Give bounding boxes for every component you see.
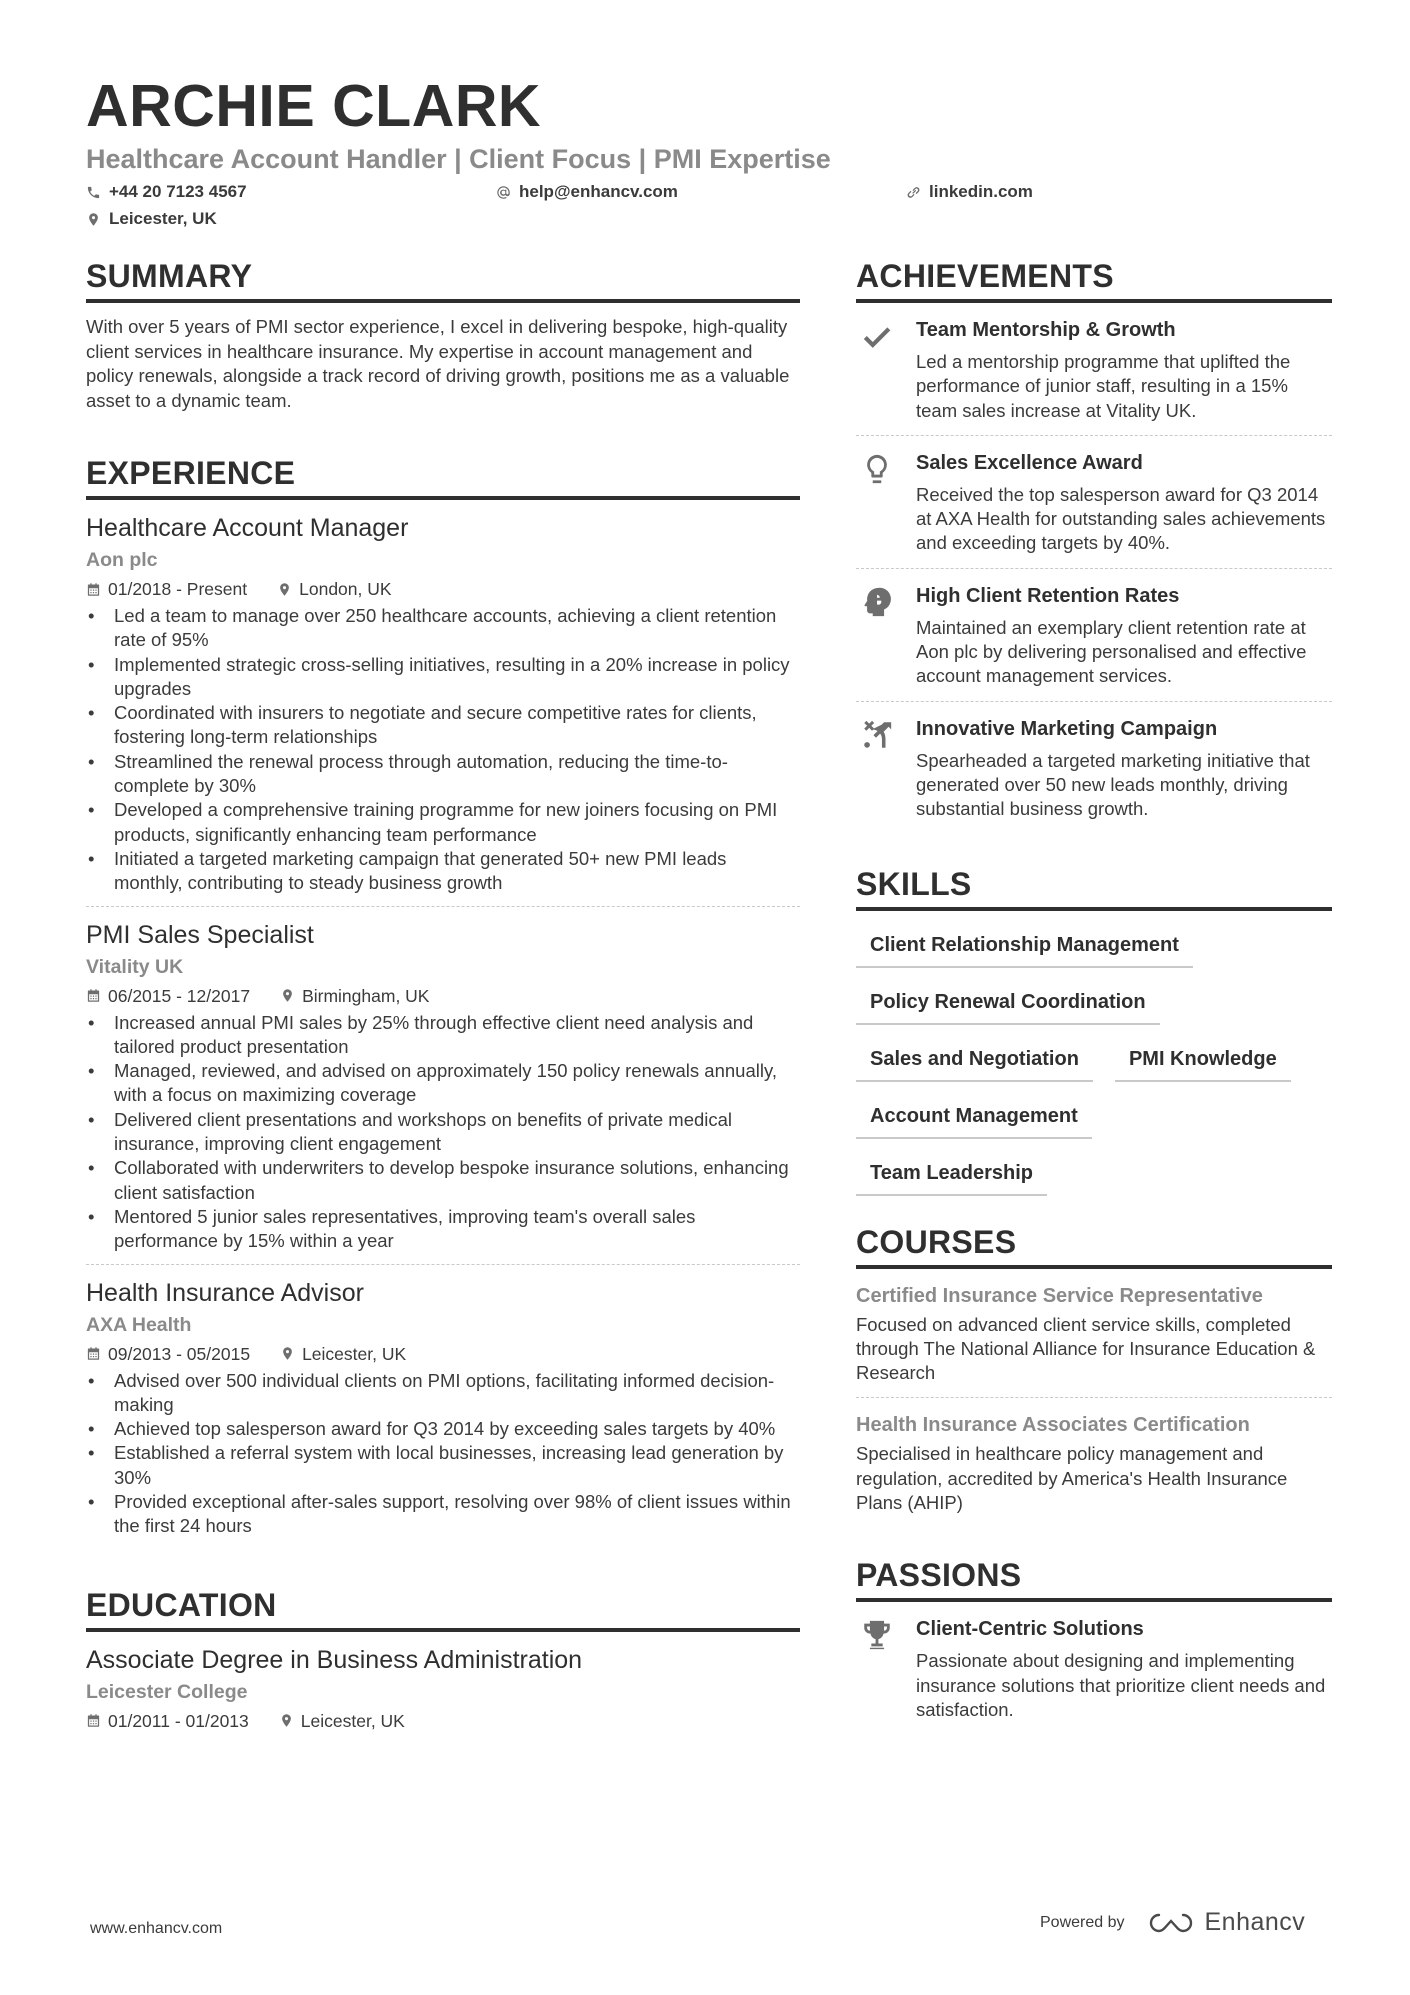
course-desc: Focused on advanced client service skills, completed through The National Alliance for Insurance Education & Research (856, 1313, 1316, 1384)
job-title: Healthcare Account Manager (86, 514, 409, 542)
bullet-item: • Led a team to manage over 250 healthcare accounts, achieving a client retention rate of 95% (86, 604, 800, 653)
skill-tag: Policy Renewal Coordination (856, 982, 1160, 1025)
education-meta (86, 1708, 800, 1734)
skill-tag: Team Leadership (856, 1153, 1047, 1196)
passion-body (916, 1616, 1332, 1722)
section-title-courses: COURSES (856, 1222, 1332, 1269)
contact-phone[interactable] (86, 179, 247, 205)
section-title-experience: EXPERIENCE (86, 453, 800, 500)
bullet-item: • Increased annual PMI sales by 25% through effective client need analysis and tailored product presentation (86, 1011, 800, 1060)
calendar-icon (86, 988, 101, 1003)
section-title-skills: SKILLS (856, 864, 1332, 911)
job-location (280, 1341, 406, 1367)
experience-section (86, 453, 800, 1549)
job-dates (86, 1341, 250, 1367)
education-location (279, 1708, 405, 1734)
right-column (856, 256, 1332, 1734)
passion-title: Client-Centric Solutions (916, 1618, 1144, 1641)
footer-website[interactable]: www.enhancv.com (90, 1920, 223, 1937)
bullet-item: • Delivered client presentations and workshops on benefits of private medical insurance, improving client engagement (86, 1108, 800, 1157)
achievement-item (856, 303, 1332, 436)
footer-branding (1040, 1908, 1305, 1937)
achievement-title: Sales Excellence Award (916, 451, 1143, 474)
achievement-desc: Spearheaded a targeted marketing initiative that generated over 50 new leads monthly, driving substantial business growth. (916, 749, 1310, 820)
section-title-passions: PASSIONS (856, 1555, 1332, 1602)
skill-tag: Client Relationship Management (856, 925, 1193, 968)
achievement-body (916, 716, 1332, 822)
job-location-text: Leicester, UK (302, 1343, 407, 1364)
job-location-text: Birmingham, UK (302, 985, 430, 1006)
bullet-item: • Implemented strategic cross-selling initiatives, resulting in a 20% increase in policy upgrades (86, 653, 800, 702)
job-location (280, 983, 429, 1009)
job-entry (86, 1265, 800, 1549)
job-meta (86, 576, 800, 602)
contact-email[interactable] (496, 179, 678, 205)
phone-number: +44 20 7123 4567 (109, 182, 247, 201)
achievement-body (916, 450, 1332, 556)
left-column (86, 256, 800, 1744)
job-dates-text: 01/2018 - Present (108, 579, 248, 599)
job-title: PMI Sales Specialist (86, 920, 314, 949)
bullet-item: • Achieved top salesperson award for Q3 2014 by exceeding sales targets by 40% (86, 1417, 800, 1441)
course-item (856, 1269, 1332, 1399)
location-pin-icon (280, 988, 295, 1003)
email-address: help@enhancv.com (519, 182, 678, 201)
company-name: Aon plc (86, 549, 158, 571)
achievement-icon-wrap (856, 450, 916, 556)
job-dates (86, 983, 250, 1009)
contact-linkedin[interactable] (906, 179, 1033, 205)
brand-name: Enhancv (1204, 1908, 1306, 1936)
achievement-item (856, 436, 1332, 569)
bullet-item: • Provided exceptional after-sales support, resolving over 98% of client issues within the first 24 hours (86, 1490, 800, 1539)
enhancv-logo[interactable] (1147, 1908, 1306, 1937)
bullet-item: • Mentored 5 junior sales representatives, improving team's overall sales performance by 15% within a year (86, 1205, 800, 1254)
job-bullets (86, 1011, 800, 1254)
school-name: Leicester College (86, 1680, 248, 1703)
passions-section (856, 1555, 1332, 1734)
achievement-body (916, 583, 1332, 689)
job-meta (86, 1341, 800, 1367)
location-pin-icon (86, 212, 101, 227)
education-dates (86, 1708, 249, 1734)
job-location-text: London, UK (299, 579, 392, 599)
checkmark-icon (860, 319, 894, 353)
skill-tag: Account Management (856, 1096, 1092, 1139)
skills-section (856, 864, 1332, 1210)
achievement-desc: Led a mentorship programme that uplifted the performance of junior staff, resulting in a 15% team sales increase at Vitality UK. (916, 351, 1291, 421)
achievement-icon-wrap (856, 716, 916, 822)
education-dates-text: 01/2011 - 01/2013 (108, 1710, 249, 1731)
skills-list (856, 925, 1332, 1210)
bullet-item: • Initiated a targeted marketing campaign that generated 50+ new PMI leads monthly, contributing to steady business growth (86, 847, 800, 896)
passion-icon-wrap (856, 1616, 916, 1722)
linkedin-url: linkedin.com (929, 182, 1033, 201)
job-meta (86, 983, 800, 1009)
skill-tag: PMI Knowledge (1115, 1039, 1291, 1082)
achievement-title: High Client Retention Rates (916, 584, 1180, 607)
job-dates-text: 09/2013 - 05/2015 (108, 1343, 251, 1364)
candidate-headline: Healthcare Account Handler | Client Focus | PMI Expertise (86, 144, 831, 174)
phone-icon (86, 185, 101, 200)
achievement-body (916, 317, 1332, 423)
job-location (277, 576, 391, 602)
bullet-item: • Streamlined the renewal process through automation, reducing the time-to-complete by 30% (86, 750, 800, 799)
passion-desc: Passionate about designing and implementing insurance solutions that prioritize client needs and satisfaction. (916, 1650, 1326, 1720)
achievement-desc: Maintained an exemplary client retention rate at Aon plc by delivering personalised and effective account management services. (916, 616, 1307, 687)
achievement-title: Team Mentorship & Growth (916, 319, 1176, 341)
bullet-item: • Managed, reviewed, and advised on approximately 150 policy renewals annually, with a focus on maximizing coverage (86, 1059, 800, 1108)
location-pin-icon (279, 1713, 294, 1728)
achievement-icon-wrap (856, 317, 916, 423)
location-pin-icon (280, 1346, 295, 1361)
contact-location (86, 206, 217, 232)
link-icon (906, 185, 921, 200)
achievements-section (856, 256, 1332, 834)
calendar-icon (86, 1346, 101, 1361)
section-title-achievements: ACHIEVEMENTS (856, 256, 1332, 303)
location-pin-icon (277, 582, 292, 597)
section-title-summary: SUMMARY (86, 256, 800, 303)
strategy-icon (860, 718, 894, 752)
summary-section (86, 256, 800, 413)
course-title: Certified Insurance Service Representative (856, 1284, 1263, 1307)
trophy-icon (860, 1618, 894, 1652)
calendar-icon (86, 582, 101, 597)
education-entry (86, 1632, 800, 1744)
job-title: Health Insurance Advisor (86, 1278, 364, 1307)
company-name: AXA Health (86, 1313, 192, 1336)
bullet-item: • Coordinated with insurers to negotiate and secure competitive rates for clients, fostering long-term relationships (86, 701, 800, 750)
bullet-item: • Established a referral system with local businesses, increasing lead generation by 30% (86, 1441, 800, 1490)
course-desc: Specialised in healthcare policy management and regulation, accredited by America's Health Insurance Plans (AHIP) (856, 1443, 1288, 1514)
achievement-title: Innovative Marketing Campaign (916, 717, 1218, 740)
enhancv-logo-icon (1147, 1911, 1195, 1935)
achievement-item (856, 702, 1332, 834)
achievement-item (856, 569, 1332, 702)
candidate-name: ARCHIE CLARK (86, 73, 542, 139)
powered-by-label: Powered by (1040, 1913, 1125, 1931)
skill-tag: Sales and Negotiation (856, 1039, 1093, 1082)
courses-section (856, 1222, 1332, 1528)
job-bullets (86, 604, 800, 896)
section-title-education: EDUCATION (86, 1585, 800, 1632)
summary-text: With over 5 years of PMI sector experience, I excel in delivering bespoke, high-quality client services in healthcare insurance. My expertise in account management and policy renewals, alongside a track record of driving growth, positions me as a valuable asset to a dynamic team. (86, 316, 790, 411)
passion-item (856, 1602, 1332, 1734)
course-item (856, 1398, 1332, 1527)
bullet-item: • Collaborated with underwriters to develop bespoke insurance solutions, enhancing client satisfaction (86, 1156, 800, 1205)
contact-info (86, 179, 1336, 235)
education-location-text: Leicester, UK (300, 1710, 405, 1731)
job-entry (86, 907, 800, 1265)
job-dates (86, 576, 247, 602)
course-title: Health Insurance Associates Certification (856, 1414, 1250, 1437)
degree-title: Associate Degree in Business Administration (86, 1645, 583, 1674)
calendar-icon (86, 1713, 101, 1728)
head-icon (860, 585, 894, 619)
job-bullets (86, 1369, 800, 1539)
lightbulb-icon (860, 452, 894, 486)
job-dates-text: 06/2015 - 12/2017 (108, 985, 251, 1006)
location-text: Leicester, UK (109, 209, 217, 228)
achievement-icon-wrap (856, 583, 916, 689)
resume-header (86, 72, 1336, 235)
achievement-desc: Received the top salesperson award for Q3 2014 at AXA Health for outstanding sales achievements and exceeding targets by 40%. (916, 483, 1326, 554)
bullet-item: • Developed a comprehensive training programme for new joiners focusing on PMI products, significantly enhancing team performance (86, 798, 800, 847)
job-entry (86, 500, 800, 907)
company-name: Vitality UK (86, 955, 184, 978)
education-section (86, 1585, 800, 1744)
bullet-item: • Advised over 500 individual clients on PMI options, facilitating informed decision-making (86, 1369, 800, 1418)
at-icon (496, 185, 511, 200)
